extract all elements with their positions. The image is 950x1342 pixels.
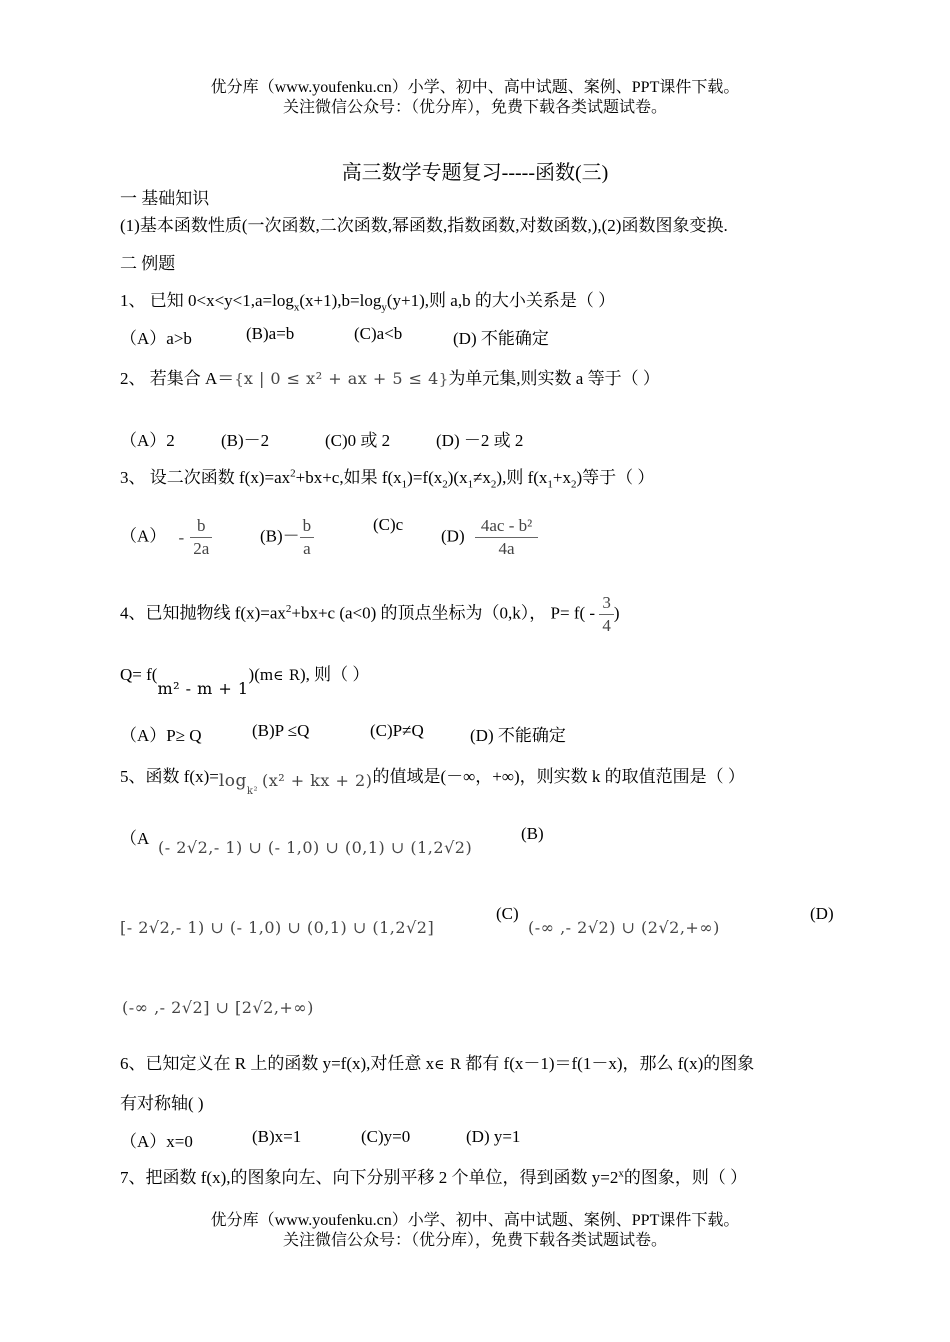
q5-text-pre: 5、函数 f(x)= [120, 767, 219, 786]
q6-option-d: (D) y=1 [466, 1127, 521, 1146]
q5-log-argument: (x² + kx + 2) [261, 771, 373, 790]
section-basic-heading: 一 基础知识 [120, 189, 210, 208]
q2-text-post: 为单元集,则实数 a 等于（ ） [448, 369, 660, 388]
question-7 [120, 1163, 747, 1188]
q5-option-c-expression: (-∞ ,- 2√2) ∪ (2√2,+∞) [528, 918, 720, 937]
q6-text-post: 都有 f(x－1)＝f(1－x)，那么 f(x)的图象 [461, 1054, 755, 1073]
q4-fraction-numerator: 3 [599, 592, 614, 615]
q3-sub-2c: 2 [571, 478, 577, 491]
q5-option-b-label: (B) [521, 824, 544, 843]
q6-text-pre: 6、已知定义在 R 上的函数 y=f(x),对任意 x [120, 1054, 435, 1073]
question-6-line1 [120, 1049, 754, 1074]
q4-fraction [599, 592, 614, 637]
q4-text-2: +bx+c (a<0) 的顶点坐标为（0,k）， P= f( - [291, 603, 596, 623]
page-header-line1: 优分库（www.youfenku.cn）小学、初中、高中试题、案例、PPT课件下载。 [210, 79, 740, 96]
q4-sup-2: 2 [285, 602, 292, 615]
q2-text-pre: 2、 若集合 A＝ [120, 369, 235, 388]
q3-option-a-fraction [190, 515, 212, 560]
question-5 [120, 762, 745, 798]
q3-option-a [120, 515, 212, 560]
q5-option-c-label: (C) [496, 904, 519, 923]
q5-text-post: 的值域是(－∞，+∞)，则实数 k 的取值范围是（ ） [372, 767, 745, 786]
q5-option-a-label: （A [120, 829, 150, 848]
q3-text-4: )(x [447, 468, 468, 487]
q3-option-b-fraction [300, 515, 315, 560]
q1-option-b: (B)a=b [246, 324, 295, 343]
q2-set-brace-left: { [234, 370, 244, 388]
question-6-line2: 有对称轴( ) [120, 1094, 204, 1113]
q4-option-c: (C)P≠Q [370, 721, 424, 740]
q5-log-base: k² [246, 786, 258, 798]
page-title: 高三数学专题复习-----函数(三) [341, 162, 609, 184]
q3-option-b-denominator: a [303, 539, 311, 558]
q2-option-a: （A）2 [120, 431, 175, 450]
q3-option-a-label: （A） [120, 526, 167, 546]
q2-set-brace-right: } [438, 370, 449, 388]
q2-set-expression: x | 0 ≤ x² + ax + 5 ≤ 4 [243, 369, 439, 388]
q3-option-d-fraction [475, 515, 538, 560]
q3-text-1: 3、 设二次函数 f(x)=ax [120, 468, 291, 487]
page-footer-line2: 关注微信公众号：（优分库），免费下载各类试题试卷。 [282, 1232, 667, 1249]
q2-option-b: (B)－2 [221, 431, 270, 450]
q1-option-d: (D) 不能确定 [453, 329, 549, 348]
q3-text-6: ),则 f(x [496, 468, 548, 487]
page-footer-line1: 优分库（www.youfenku.cn）小学、初中、高中试题、案例、PPT课件下载。 [210, 1212, 740, 1229]
q5-option-d-expression: (-∞ ,- 2√2] ∪ [2√2,+∞) [122, 998, 314, 1017]
q3-option-d-denominator: 4a [498, 539, 515, 558]
q4-q-in-r: ∈ R [273, 668, 300, 684]
q4-option-b: (B)P ≤Q [252, 721, 310, 740]
q7-text-pre: 7、把函数 f(x),的图象向左、向下分别平移 2 个单位，得到函数 y=2 [120, 1168, 619, 1187]
q4-q-line [120, 660, 370, 698]
q3-text-3: )=f(x [407, 468, 443, 487]
q5-log: log [218, 771, 247, 791]
q4-text-1: 4、已知抛物线 f(x)=ax [120, 603, 286, 623]
q4-option-a: （A）P≥ Q [120, 726, 202, 745]
q4-q-expression: m² - m + 1 [157, 679, 249, 698]
q5-option-a-expression: (- 2√2,- 1) ∪ (- 1,0) ∪ (0,1) ∪ (1,2√2) [158, 838, 473, 857]
q3-sub-2b: 2 [490, 478, 497, 491]
q4-option-d: (D) 不能确定 [470, 726, 566, 745]
q6-in-r: ∈ R [434, 1057, 462, 1073]
q3-option-b [260, 515, 314, 560]
q3-option-d-numerator: 4ac - b² [475, 515, 538, 538]
question-1 [120, 286, 615, 313]
q7-sup-x: x [618, 1167, 624, 1180]
section-examples-heading: 二 例题 [120, 254, 176, 273]
q3-option-b-numerator: b [300, 515, 315, 538]
section-basic-text: (1)基本函数性质(一次函数,二次函数,幂函数,指数函数,对数函数,),(2)函数图象变换. [120, 216, 728, 235]
q7-text-post: 的图象，则（ ） [623, 1168, 748, 1187]
q3-sub-1b: 1 [467, 478, 474, 491]
question-3 [120, 463, 654, 490]
q2-option-d: (D) －2 或 2 [436, 431, 524, 450]
q5-option-b-expression: [- 2√2,- 1) ∪ (- 1,0) ∪ (0,1) ∪ (1,2√2] [120, 918, 435, 937]
q3-sup-2: 2 [290, 467, 296, 480]
q3-sub-1a: 1 [401, 478, 408, 491]
q3-option-a-minus: - [178, 527, 185, 547]
q1-option-c: (C)a<b [354, 324, 403, 343]
q1-text-pre: 1、 已知 0<x<y<1,a=log [120, 291, 294, 310]
question-4 [120, 592, 620, 637]
q4-q-end: ), 则（ ） [299, 665, 370, 684]
q2-option-c: (C)0 或 2 [325, 431, 391, 450]
q3-option-b-label: (B)－ [260, 526, 300, 546]
q3-sub-2a: 2 [442, 478, 448, 491]
q4-q-pre: Q= f( [120, 665, 158, 684]
question-2 [120, 364, 660, 389]
q3-option-d-label: (D) [441, 526, 465, 546]
q1-option-a: （A）a>b [120, 329, 192, 348]
q1-sub-y: y [381, 301, 387, 314]
q5-option-d-label: (D) [810, 904, 834, 923]
q3-text-5: ≠x [473, 468, 491, 487]
q1-text-post: (y+1),则 a,b 的大小关系是（ ） [386, 291, 616, 310]
q3-text-2: +bx+c,如果 f(x [295, 468, 402, 487]
q3-text-7: +x [552, 468, 571, 487]
q6-option-b: (B)x=1 [252, 1127, 302, 1146]
q3-option-c: (C)c [373, 515, 404, 534]
q3-sub-1c: 1 [547, 478, 553, 491]
q4-fraction-denominator: 4 [602, 616, 611, 635]
q3-option-a-denominator: 2a [193, 539, 210, 558]
q4-q-post: )(m [248, 665, 274, 684]
q4-text-3: ) [613, 603, 620, 623]
q1-sub-x: x [293, 301, 300, 314]
q6-option-a: （A）x=0 [120, 1132, 193, 1151]
page-header-line2: 关注微信公众号：（优分库），免费下载各类试题试卷。 [282, 99, 667, 116]
q3-option-a-numerator: b [190, 515, 212, 538]
q3-option-d [441, 515, 538, 560]
q3-text-8: )等于（ ） [576, 468, 655, 487]
q6-option-c: (C)y=0 [361, 1127, 411, 1146]
q1-text-mid: (x+1),b=log [299, 291, 382, 310]
